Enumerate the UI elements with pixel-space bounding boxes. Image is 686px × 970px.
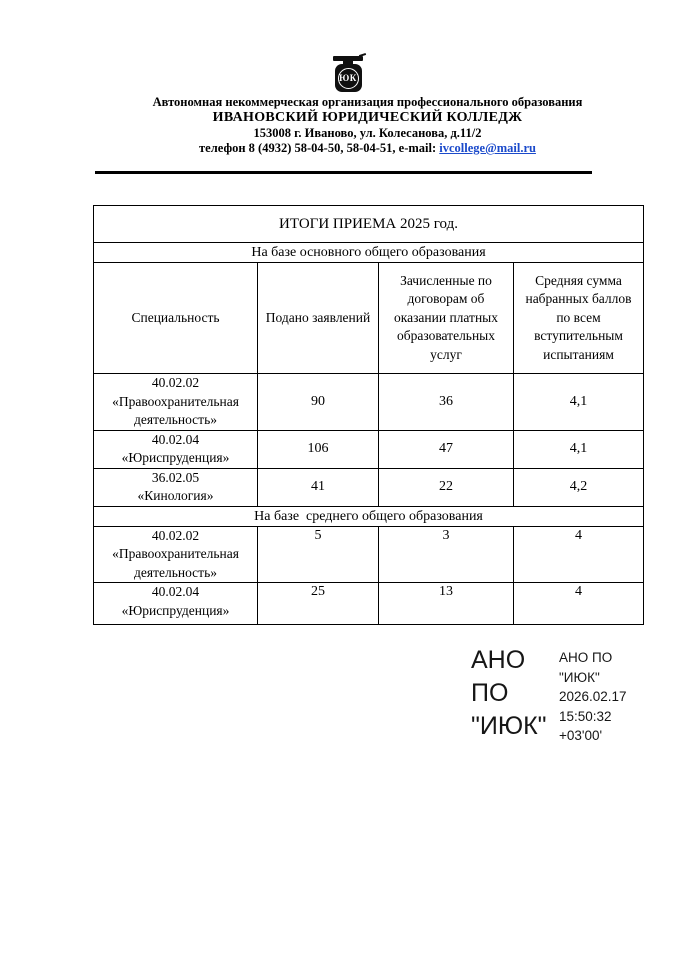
applications-cell: 25: [258, 583, 379, 625]
enrolled-cell: 47: [379, 430, 514, 468]
section-heading-secondary-general: На базе среднего общего образования: [94, 506, 644, 526]
table-row: [94, 526, 644, 583]
org-address-line: 153008 г. Иваново, ул. Колесанова, д.11/2: [253, 126, 482, 140]
column-header-applications: Подано заявлений: [258, 263, 379, 374]
column-header-specialty: Специальность: [94, 263, 258, 374]
specialty-cell: [94, 374, 258, 431]
digital-signature-details: [559, 648, 627, 746]
letterhead: [95, 95, 640, 156]
avg-score-cell: 4,1: [514, 430, 644, 468]
stamp-line: ПО: [471, 679, 509, 707]
org-contact-line: [95, 141, 640, 156]
applications-cell: 106: [258, 430, 379, 468]
org-type-line: Автономная некоммерческая организация профессионального образования: [152, 95, 583, 109]
signature-detail-line: "ИЮК": [559, 669, 600, 685]
table-row: [94, 374, 644, 431]
enrolled-cell: 22: [379, 468, 514, 506]
stamp-line: "ИЮК": [471, 712, 547, 740]
signature-detail-line: +03'00': [559, 728, 603, 743]
section-heading-basic-general: На базе основного общего образования: [94, 243, 644, 263]
table-row: [94, 583, 644, 625]
specialty-name: «Правоохранительная деятельность»: [112, 393, 239, 427]
logo-monogram: ЮК: [338, 68, 359, 89]
email-link[interactable]: ivcollege@mail.ru: [439, 141, 536, 155]
digital-signature-stamp: [471, 644, 547, 743]
enrolled-cell: 36: [379, 374, 514, 431]
column-header-enrolled: Зачисленные по договорам об оказании платных образовательных услуг: [379, 263, 514, 374]
table-row: [94, 468, 644, 506]
specialty-code: 40.02.02: [151, 527, 200, 543]
specialty-name: «Юриспруденция»: [121, 602, 230, 618]
specialty-code: 36.02.05: [151, 469, 200, 485]
applications-cell: 5: [258, 526, 379, 583]
table-row: [94, 430, 644, 468]
specialty-code: 40.02.04: [151, 584, 200, 599]
specialty-name: «Кинология»: [137, 488, 214, 503]
column-header-avg-score: Средняя сумма набранных баллов по всем вступительным испытаниям: [514, 263, 644, 374]
specialty-cell: [94, 526, 258, 583]
logo-emblem: [335, 64, 362, 92]
org-name-line: ИВАНОВСКИЙ ЮРИДИЧЕСКИЙ КОЛЛЕДЖ: [212, 110, 523, 125]
specialty-name: «Юриспруденция»: [121, 450, 230, 465]
admission-results-table: [93, 205, 644, 625]
avg-score-cell: 4: [514, 526, 644, 583]
signature-detail-line: АНО ПО: [559, 650, 613, 665]
header-divider: [95, 171, 592, 174]
stamp-line: АНО: [471, 646, 526, 674]
specialty-cell: [94, 583, 258, 625]
phone-text: телефон 8 (4932) 58-04-50, 58-04-51, e-mail:: [199, 141, 440, 155]
graduation-cap-icon: [333, 56, 363, 61]
signature-detail-line: 15:50:32: [559, 708, 612, 724]
applications-cell: 90: [258, 374, 379, 431]
specialty-cell: [94, 468, 258, 506]
avg-score-cell: 4,2: [514, 468, 644, 506]
specialty-code: 40.02.04: [151, 431, 200, 447]
specialty-code: 40.02.02: [151, 375, 200, 390]
avg-score-cell: 4: [514, 583, 644, 625]
enrolled-cell: 3: [379, 526, 514, 583]
table-title: ИТОГИ ПРИЕМА 2025 год.: [94, 206, 644, 243]
specialty-name: «Правоохранительная деятельность»: [112, 546, 239, 580]
applications-cell: 41: [258, 468, 379, 506]
enrolled-cell: 13: [379, 583, 514, 625]
avg-score-cell: 4,1: [514, 374, 644, 431]
college-logo-icon: [330, 56, 366, 96]
signature-detail-line: 2026.02.17: [559, 689, 627, 704]
specialty-cell: [94, 430, 258, 468]
